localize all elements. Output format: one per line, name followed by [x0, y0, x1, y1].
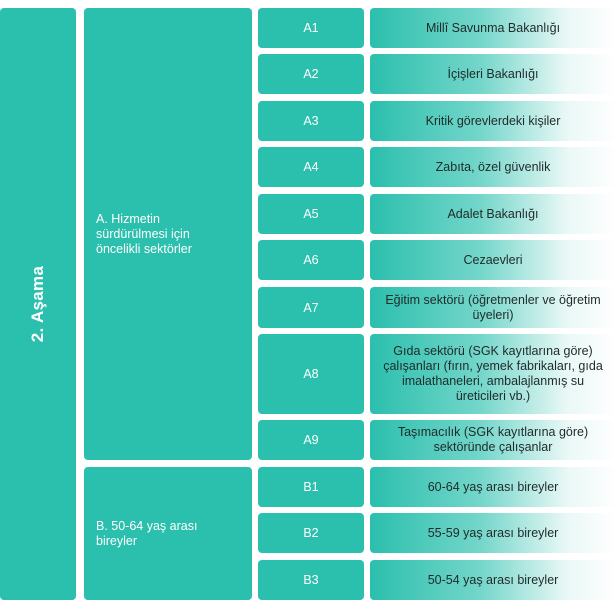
- row-description-cell: [370, 420, 616, 460]
- row-code-cell: [258, 467, 364, 507]
- row-code-cell: [258, 8, 364, 48]
- row-code-cell: [258, 240, 364, 280]
- row-code-cell: [258, 513, 364, 553]
- row-code: A2: [303, 67, 319, 81]
- row-description: 55-59 yaş arası bireyler: [427, 525, 559, 540]
- row-description: 60-64 yaş arası bireyler: [427, 479, 559, 494]
- stage-cell: [0, 8, 76, 600]
- group-b-cell: [84, 467, 252, 600]
- group-b-label: B. 50-64 yaş arası bireyler: [96, 518, 198, 548]
- row-code: A9: [303, 433, 319, 447]
- row-code: A3: [303, 114, 319, 128]
- row-description-cell: [370, 240, 616, 280]
- row-code: A6: [303, 253, 319, 267]
- row-description: Millî Savunma Bakanlığı: [425, 20, 561, 35]
- row-code: A1: [303, 21, 319, 35]
- row-description: Zabıta, özel güvenlik: [435, 159, 551, 174]
- row-description-cell: [370, 101, 616, 141]
- row-code: A4: [303, 160, 319, 174]
- row-description: Cezaevleri: [463, 252, 523, 267]
- row-code: B1: [303, 480, 319, 494]
- row-code-cell: [258, 420, 364, 460]
- row-code: B2: [303, 526, 319, 540]
- row-code: B3: [303, 573, 319, 587]
- row-code-cell: [258, 194, 364, 234]
- row-code: A7: [303, 300, 319, 315]
- row-code-cell: [258, 101, 364, 141]
- row-description: Kritik görevlerdeki kişiler: [425, 113, 561, 128]
- row-description: Taşımacılık (SGK kayıtlarına göre) sektöründe çalışanlar: [397, 425, 589, 454]
- row-description-cell: [370, 334, 616, 414]
- row-description: Adalet Bakanlığı: [447, 206, 539, 221]
- group-a-cell: [84, 8, 252, 460]
- row-code-cell: [258, 560, 364, 600]
- row-description-cell: [370, 513, 616, 553]
- row-description: İçişleri Bakanlığı: [447, 66, 539, 81]
- row-code: A5: [303, 207, 319, 221]
- row-description: 50-54 yaş arası bireyler: [427, 572, 559, 587]
- row-code: A8: [303, 367, 319, 381]
- row-code-cell: [258, 147, 364, 187]
- row-code-cell: [258, 287, 364, 328]
- row-description-cell: [370, 287, 616, 328]
- row-code-cell: [258, 54, 364, 94]
- row-description: Eğitim sektörü (öğretmenler ve öğretim üyeleri): [385, 292, 601, 322]
- row-description-cell: [370, 194, 616, 234]
- row-description: Gıda sektörü (SGK kayıtlarına göre) çalışanları (fırın, yemek fabrikaları, gıda imalathaneleri, ambalajlanmış su üreticileri vb.): [383, 344, 603, 403]
- group-a-label: A. Hizmetin sürdürülmesi için öncelikli sektörler: [96, 211, 192, 256]
- row-description-cell: [370, 467, 616, 507]
- row-code-cell: [258, 334, 364, 414]
- row-description-cell: [370, 8, 616, 48]
- row-description-cell: [370, 54, 616, 94]
- row-description-cell: [370, 560, 616, 600]
- stage-label: 2. Aşama: [28, 265, 47, 343]
- row-description-cell: [370, 147, 616, 187]
